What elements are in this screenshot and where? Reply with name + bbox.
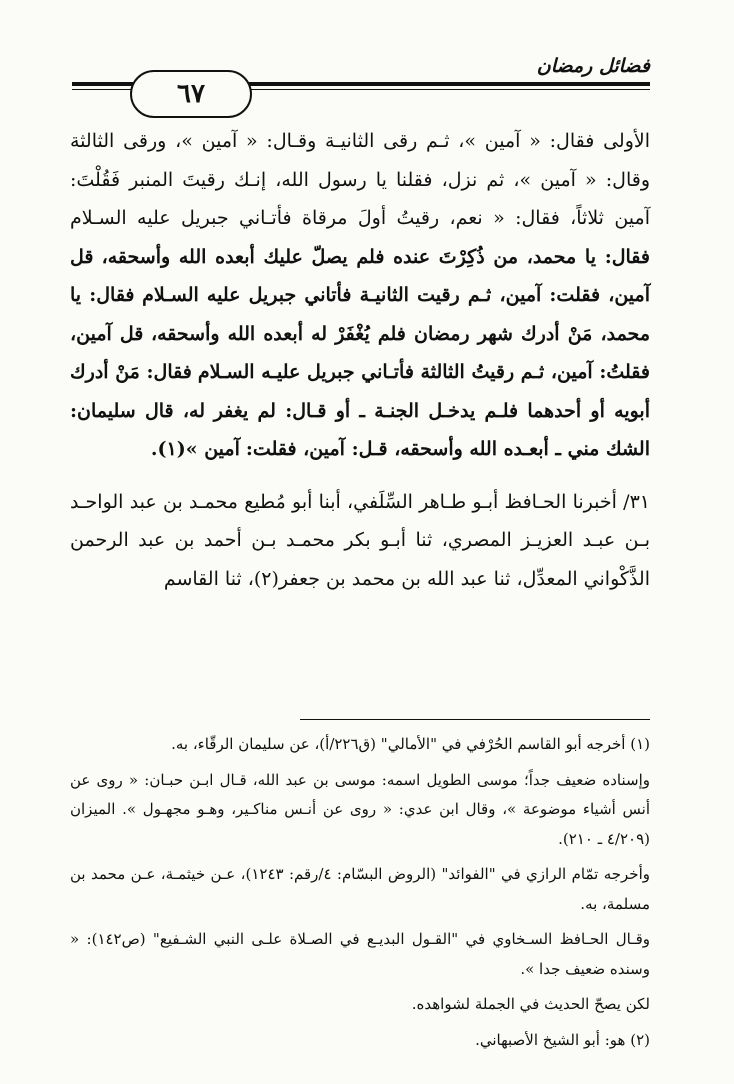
text-line: آمين ثلاثاً، فقال: « نعم، رقيتُ أولَ مرقاة فأتـاني جبريل عليه السـلام	[70, 207, 650, 229]
footnotes	[70, 730, 650, 1055]
page-number: ٦٧	[130, 70, 252, 118]
text-line: قل آمين، فقلت: آمين، ثـم رقيت الثانيـة فأتاني جبريل عليه السـلام	[70, 245, 650, 306]
narration-paragraph	[70, 483, 650, 599]
hadith-paragraph	[70, 122, 650, 469]
footnote-line: (٢) هو: أبو الشيخ الأصبهاني.	[475, 1030, 650, 1049]
footnote-line: وقـال الحـافظ السـخاوي في "القـول البديـع في الصـلاة علـى النبي الشـفيع" (ص١٤٢): « وسنده ضعيف جدا ».	[70, 930, 650, 978]
text-line: فقال: مَنْ أدرك أبويه أو أحدهما فلـم يدخـل الجنـة ـ أو قـال: لم يغفر	[70, 361, 651, 422]
text-line: فقال: يا محمد، مَنْ أدرك شهر رمضان فلم يُغْفَرْ له أبعده الله وأسحقه،	[70, 284, 651, 345]
text-line: عبد الواحـد بـن عبـد العزيـز المصري، ثنا أبـو بكر محمـد بـن أحمد بن	[70, 490, 650, 551]
footnote-line: وأخرجه تمّام الرازي في "الفوائد" (الروض البسّام: ٤/رقم: ١٢٤٣)، عـن خيثمـة، عـن محمد بن مسلمة، به.	[70, 865, 650, 913]
text-line: عبد الرحمن الذَّكْواني المعدِّل، ثنا عبد الله بن محمد بن جعفر(٢)، ثنا القاسم	[70, 529, 650, 590]
footnote-line: وإسناده ضعيف جداً؛ موسى الطويل اسمه: موسى بن عبد الله، قـال ابـن حبـان: « روى عن أنس أشياء موضوعة »، وقال ابن عدي: « روى عن أنـس مناكـير، وهـو مجهـول ». الميزان (٤/٢٠٩ ـ ٢١٠).	[70, 770, 650, 848]
text-line: ٣١/ أخبرنا الحـافظ أبـو طـاهر السِّلَفي، أبنا أبو مُطيع محمـد بن	[162, 490, 650, 513]
main-text	[70, 122, 650, 598]
text-line: آمين »(١).	[150, 438, 240, 460]
text-line: الأولى فقال: « آمين »، ثـم رقى الثانيـة وقـال: « آمين »، ورقى الثالثة	[70, 130, 650, 152]
text-line: له، قال سليمان: الشك مني ـ أبعـده الله وأسحقه، قـل: آمين، فقلت:	[70, 399, 650, 460]
text-line: قل آمين، فقلتُ: آمين، ثـم رقيتُ الثالثة فأتـاني جبريل عليـه السـلام	[70, 322, 650, 383]
footnote-line: لكن يصحّ الحديث في الجملة لشواهده.	[411, 995, 650, 1013]
running-title: فضائل رمضان	[536, 55, 650, 77]
footnote-separator	[300, 719, 650, 720]
text-line: وقال: « آمين »، ثم نزل، فقلنا يا رسول الله، إنـك رقيتَ المنبر فَقُلْتَ:	[70, 168, 650, 191]
text-line: فقال: يا محمد، من ذُكِرْتَ عنده فلم يصلّ عليك أبعده الله وأسحقه،	[101, 245, 650, 268]
footnote-line: (١) أخرجه أبو القاسم الحُرْفي في "الأمالي" (ق٢٢٦/أ)، عن سليمان الرقّاء، به.	[171, 735, 650, 753]
